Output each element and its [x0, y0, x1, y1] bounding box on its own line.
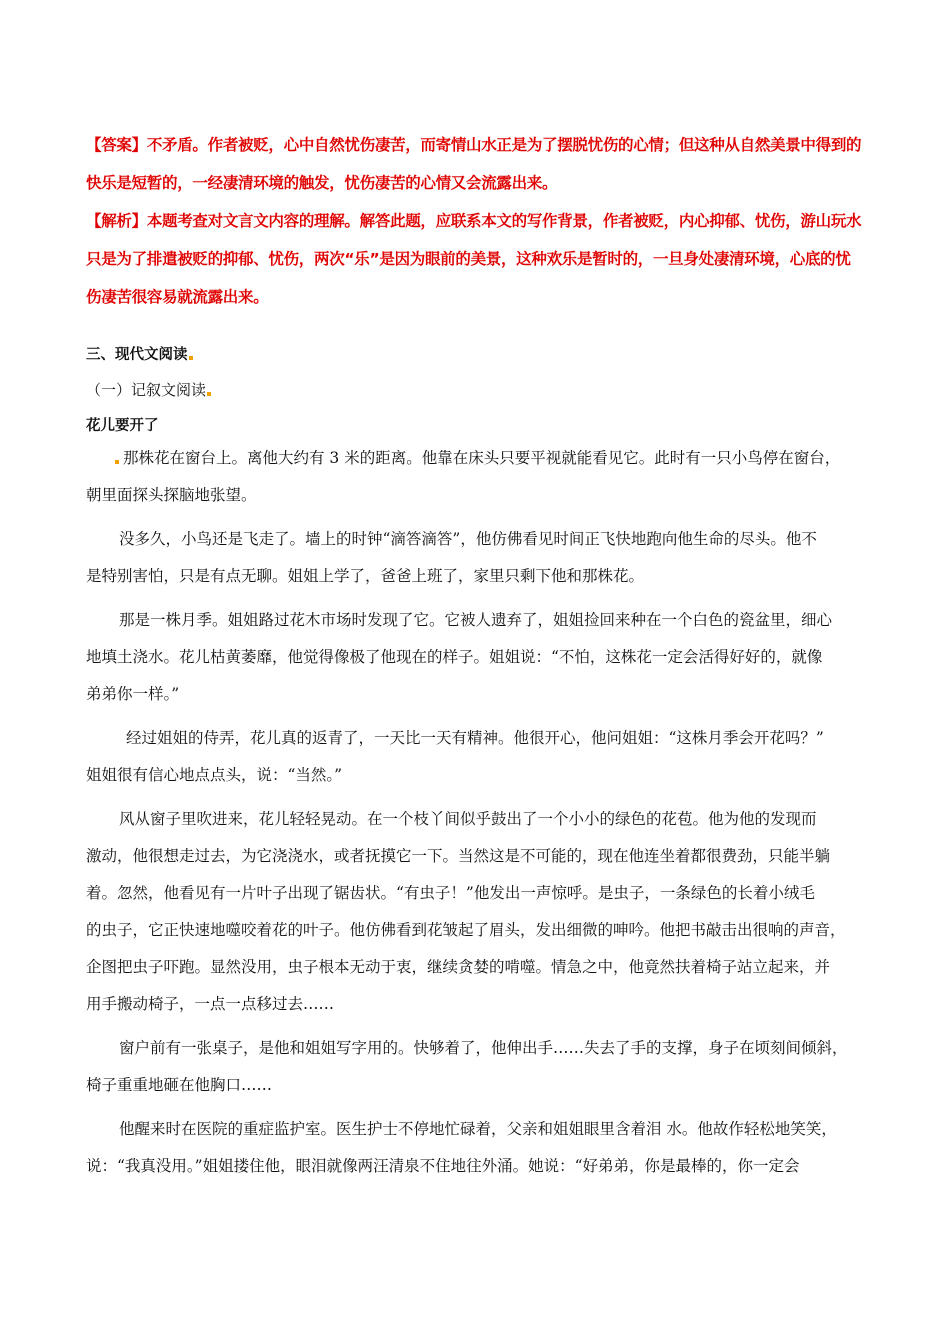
answer-line: 不矛盾。作者被贬，心中自然忧伤凄苦，而寄情山水正是为了摆脱忧伤的心情；但这种从自然美景中得到的 — [146, 136, 862, 154]
mark-dot-icon — [115, 460, 119, 464]
analysis-line: 本题考查对文言文内容的理解。解答此题，应联系本文的写作背景，作者被贬，内心抑郁、忧伤，游山玩水 — [146, 212, 862, 230]
paragraph: 风从窗子里吹进来，花儿轻轻晃动。在一个枝丫间似乎鼓出了一个小小的绿色的花苞。他为他的发现而 激动，他很想走过去，为它浇浇水，或者抚摸它一下。当然这是不可能的，现在他连坐着都很费劲，只能半躺 着。忽然，他看见有一片叶子出现了锯齿状。“有虫子！”他发出一声惊呼。是虫子，一条绿色的长着小绒毛 的虫子，它正快速地噬咬着花的叶子。他仿佛看到花皱起了眉头，发出细微的呻吟。他把书敲击出很响的声音， 企图把虫子吓跑。显然没用，虫子根本无动于衷，继续贪婪的啃噬。情急之中，他竟然扶着椅子站立起来，并 用手搬动椅子，一点一点移过去…… — [86, 810, 846, 1013]
story-body — [86, 440, 876, 1192]
paragraph: 经过姐姐的侍弄，花儿真的返青了，一天比一天有精神。他很开心，他问姐姐：“这株月季会开花吗？” 姐姐很有信心地点点头，说：“当然。” — [86, 729, 824, 784]
analysis-line: 只是为了排遣被贬的抑郁、忧伤，两次“乐”是因为眼前的美景，这种欢乐是暂时的，一旦身处凄清环境，心底的忧 — [86, 250, 851, 268]
subsection-title: （一）记叙文阅读 — [86, 379, 211, 400]
analysis-paragraph — [86, 202, 876, 316]
paragraph: 他醒来时在医院的重症监护室。医生护士不停地忙碌着，父亲和姐姐眼里含着泪 水。他故作轻松地笑笑， 说：“我真没用。”姐姐搂住他，眼泪就像两汪清泉不住地往外涌。她说：“好弟弟，你是最棒的，你一定会 — [86, 1120, 837, 1175]
analysis-label: 【解析】 — [86, 212, 147, 230]
answer-paragraph — [86, 126, 876, 202]
answer-line: 快乐是短暂的，一经凄清环境的触发，忧伤凄苦的心情又会流露出来。 — [86, 174, 558, 192]
section-title: 三、现代文阅读 — [86, 343, 193, 364]
mark-dot-icon — [189, 356, 193, 360]
paragraph: 没多久，小鸟还是飞走了。墙上的时钟“滴答滴答”，他仿佛看见时间正飞快地跑向他生命的尽头。他不 是特别害怕，只是有点无聊。姐姐上学了，爸爸上班了，家里只剩下他和那株花。 — [86, 530, 817, 585]
paragraph: 窗户前有一张桌子，是他和姐姐写字用的。快够着了，他伸出手……失去了手的支撑，身子在顷刻间倾斜， 椅子重重地砸在他胸口…… — [86, 1039, 848, 1094]
story-title: 花儿要开了 — [86, 418, 159, 434]
answer-analysis-block — [86, 126, 876, 316]
mark-dot-icon — [207, 392, 211, 396]
answer-label: 【答案】 — [86, 136, 147, 154]
paragraph: 那株花在窗台上。离他大约有 3 米的距离。他靠在床头只要平视就能看见它。此时有一只小鸟停在窗台， 朝里面探头探脑地张望。 — [86, 449, 841, 504]
analysis-line: 伤凄苦很容易就流露出来。 — [86, 288, 269, 306]
paragraph: 那是一株月季。姐姐路过花木市场时发现了它。它被人遗弃了，姐姐捡回来种在一个白色的瓷盆里，细心 地填土浇水。花儿枯黄萎靡，他觉得像极了他现在的样子。姐姐说：“不怕，这株花一定会活得好好的，就像 弟弟你一样。” — [86, 611, 833, 703]
